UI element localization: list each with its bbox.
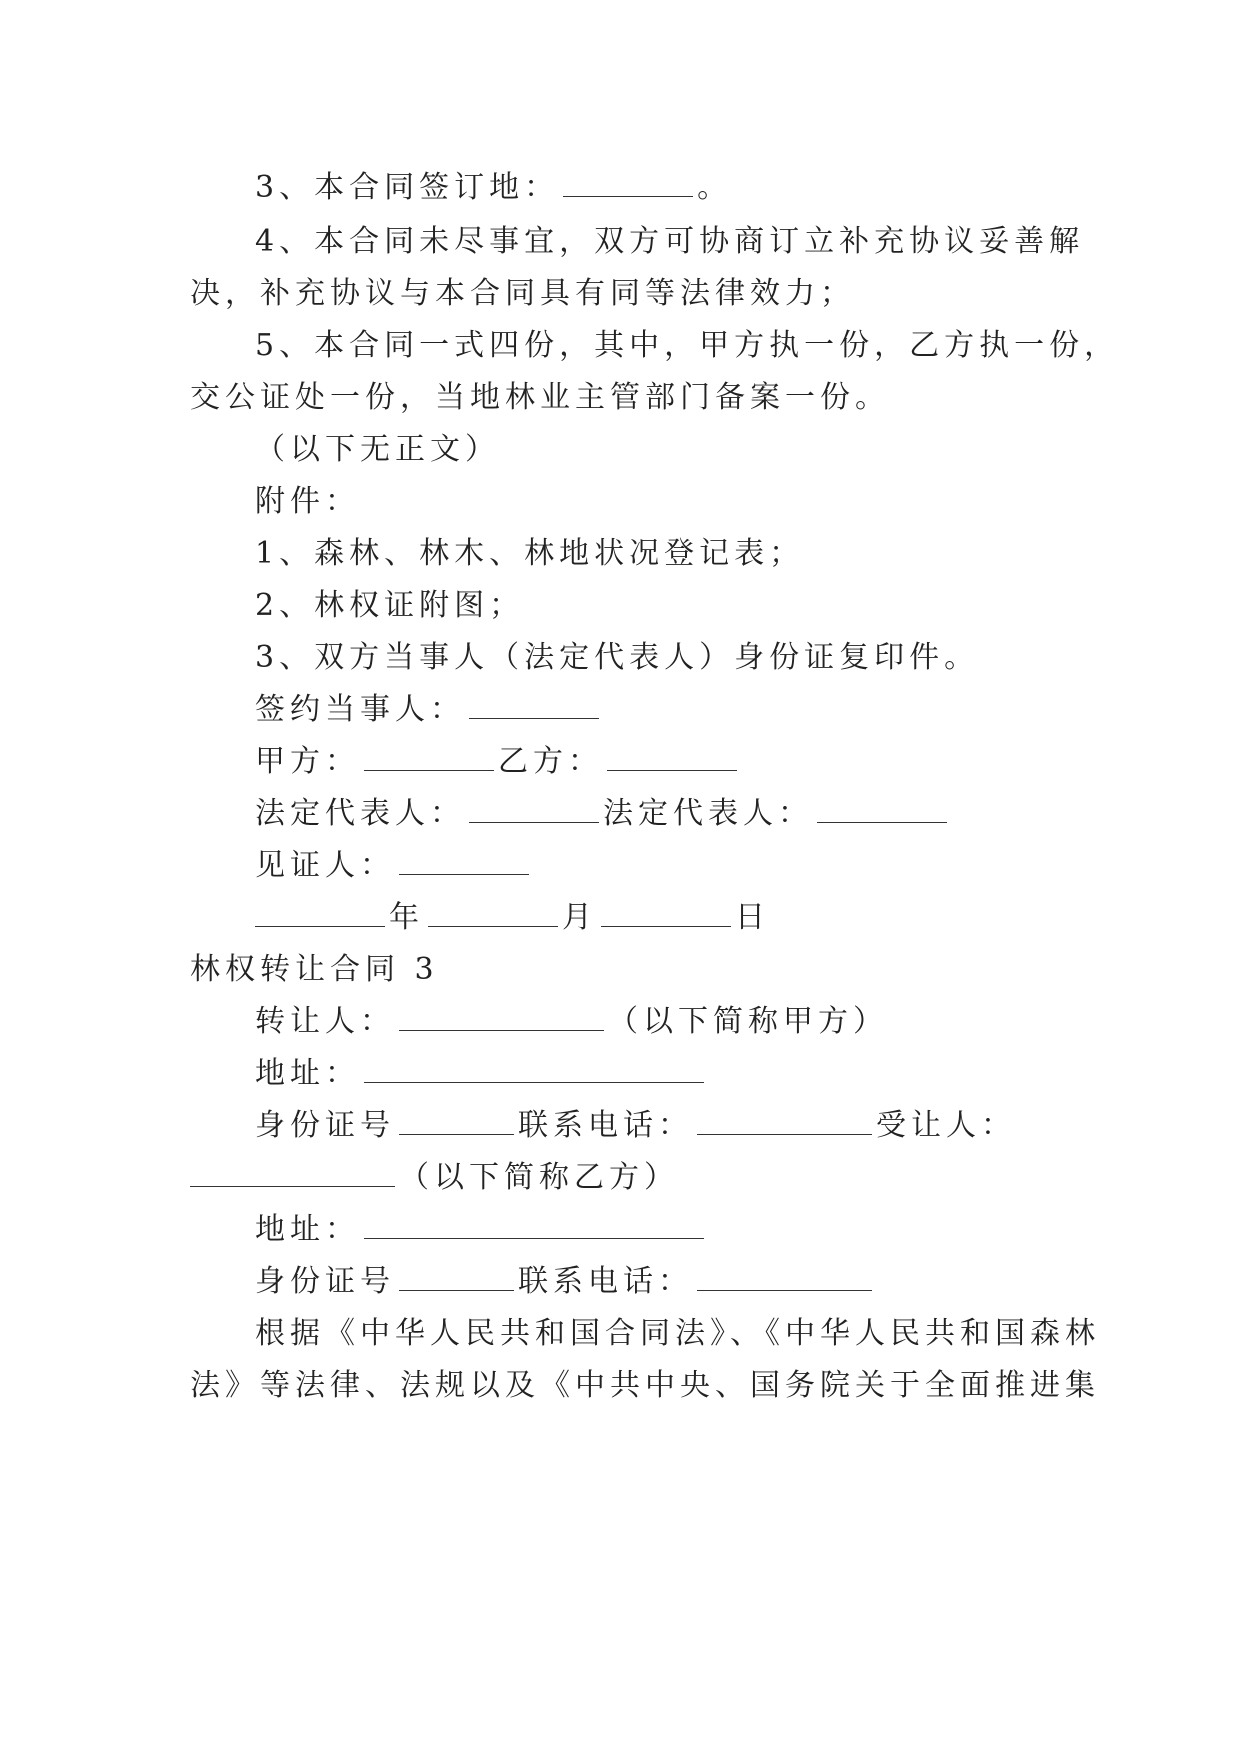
- basis-paragraph-line-1: [255, 1314, 1135, 1354]
- month-label: 月: [562, 900, 597, 935]
- paragraph-text: 根据《中华人民共和国合同法》、《中华人民共和国森林: [255, 1316, 1100, 1351]
- year-label: 年: [389, 900, 424, 935]
- clause-text: 5、本合同一式四份，其中，甲方执一份，乙方执一份，: [255, 328, 1120, 363]
- date-line: [255, 898, 1135, 938]
- address-blank: [364, 1056, 704, 1083]
- legal-rep-b-label: 法定代表人：: [603, 796, 813, 831]
- clause-5-line-2: [190, 378, 1070, 418]
- address-label: 地址：: [255, 1056, 360, 1091]
- witness-line: [255, 846, 1135, 886]
- attachment-item-2: [255, 586, 1135, 626]
- address-blank: [364, 1212, 704, 1239]
- attachment-text: 2、林权证附图；: [255, 588, 525, 623]
- attachment-text: 1、森林、林木、林地状况登记表；: [255, 536, 805, 571]
- transferee-address-line: [255, 1210, 1135, 1250]
- id-number-label: 身份证号: [255, 1108, 395, 1143]
- transferor-blank: [399, 1004, 604, 1031]
- party-b-alias: （以下简称乙方）: [399, 1160, 679, 1195]
- transferee-id-phone-line: [255, 1262, 1135, 1302]
- legal-rep-a-label: 法定代表人：: [255, 796, 465, 831]
- transferor-label: 转让人：: [255, 1004, 395, 1039]
- transferee-label: 受让人：: [876, 1108, 1016, 1143]
- id-number-blank: [399, 1108, 514, 1135]
- phone-blank: [697, 1264, 872, 1291]
- transferor-line: [255, 1002, 1135, 1042]
- transferee-line: [190, 1158, 1070, 1198]
- party-a-blank: [364, 744, 494, 771]
- clause-4-line-1: [255, 222, 1135, 262]
- note-text: （以下无正文）: [255, 432, 500, 467]
- legal-rep-b-blank: [817, 796, 947, 823]
- id-number-label: 身份证号: [255, 1264, 395, 1299]
- party-a-label: 甲方：: [255, 744, 360, 779]
- legal-rep-a-blank: [469, 796, 599, 823]
- transferor-address-line: [255, 1054, 1135, 1094]
- party-b-blank: [607, 744, 737, 771]
- heading-text: 附件：: [255, 484, 360, 519]
- section-title: 林权转让合同 3: [190, 952, 439, 987]
- signing-place-blank: [563, 170, 693, 197]
- attachments-heading: [255, 482, 1135, 522]
- phone-blank: [697, 1108, 872, 1135]
- party-a-b-line: [255, 742, 1135, 782]
- legal-representatives-line: [255, 794, 1135, 834]
- signing-parties-blank: [469, 692, 599, 719]
- transferee-blank: [190, 1160, 395, 1187]
- year-blank: [255, 900, 385, 927]
- witness-label: 见证人：: [255, 848, 395, 883]
- day-label: 日: [735, 900, 770, 935]
- clause-text: 4、本合同未尽事宜，双方可协商订立补充协议妥善解: [255, 224, 1085, 259]
- month-blank: [428, 900, 558, 927]
- party-a-alias: （以下简称甲方）: [608, 1004, 888, 1039]
- clause-3-signing-place: [255, 168, 1135, 208]
- address-label: 地址：: [255, 1212, 360, 1247]
- clause-text: 交公证处一份，当地林业主管部门备案一份。: [190, 380, 890, 415]
- clause-4-line-2: [190, 274, 1070, 314]
- paragraph-text: 法》等法律、法规以及《中共中央、国务院关于全面推进集: [190, 1368, 1100, 1403]
- phone-label: 联系电话：: [518, 1108, 693, 1143]
- attachment-item-3: [255, 638, 1135, 678]
- transferor-id-phone-line: [255, 1106, 1135, 1146]
- clause-end: 。: [697, 170, 733, 205]
- attachment-text: 3、双方当事人（法定代表人）身份证复印件。: [255, 640, 980, 675]
- signing-parties-line: [255, 690, 1135, 730]
- day-blank: [601, 900, 731, 927]
- witness-blank: [399, 848, 529, 875]
- clause-text: 决，补充协议与本合同具有同等法律效力；: [190, 276, 855, 311]
- clause-text: 3、本合同签订地：: [255, 170, 560, 205]
- no-more-text-note: [255, 430, 1135, 470]
- id-number-blank: [399, 1264, 514, 1291]
- clause-5-line-1: [255, 326, 1135, 366]
- contract-3-title: [190, 950, 1070, 990]
- attachment-item-1: [255, 534, 1135, 574]
- phone-label: 联系电话：: [518, 1264, 693, 1299]
- basis-paragraph-line-2: [190, 1366, 1100, 1406]
- field-label: 签约当事人：: [255, 692, 465, 727]
- party-b-label: 乙方：: [498, 744, 603, 779]
